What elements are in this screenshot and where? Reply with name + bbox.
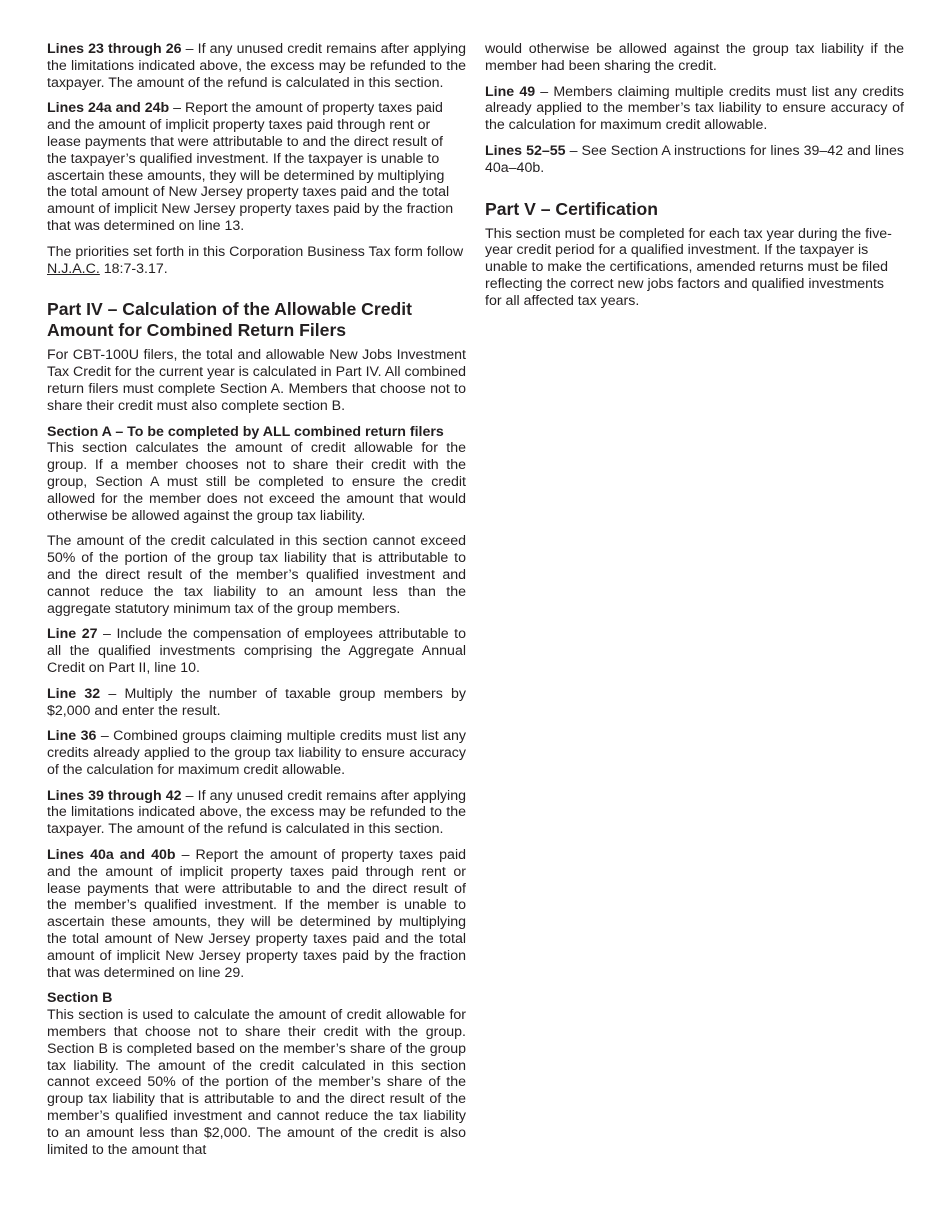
paragraph-lines-39-42 [47,788,466,838]
line-ref: Line 36 [47,728,97,745]
paragraph-text: – Include the compensation of employees attributable to all the qualified investments comprising the Aggregate Annual Credit on Part II, line 10. [47,626,467,676]
paragraph-line-36 [47,728,466,778]
paragraph-text: – Members claiming multiple credits must list any credits already applied to the member’s tax liability to ensure accuracy of the calculation for maximum credit allowable. [485,83,905,134]
paragraph-lines-52-55 [485,143,904,177]
paragraph-line-49 [485,84,904,134]
part-iv-heading: Part IV – Calculation of the Allowable Credit Amount for Combined Return Filers [47,299,412,341]
line-ref: Line 49 [485,83,536,100]
paragraph-text: This section is used to calculate the amount of credit allowable for members that choose not to share their credit with the group. Section B is completed based on the member’s share of the group tax liability. The amount of the credit calculated in this section cannot exceed 50% of the portion of the member’s share of the group tax liability that is attributable to and the direct result of the member’s qualified investment and cannot reduce the tax liability to an amount less than $2,000. The amount of the credit is also limited to the amount that [47,1007,466,1158]
paragraph-credit-limit: The amount of the credit calculated in this section cannot exceed 50% of the portion of the group tax liability that is attributable to and the direct result of the member’s qualified investment and cannot reduce the tax liability to an amount less than the aggregate statutory minimum tax of the group members. [47,533,466,617]
paragraph-certification: This section must be completed for each tax year during the five-year credit period for a qualified investment. If the taxpayer is unable to make the certifications, amended returns must be filed reflecting the correct new jobs factors and qualified investments for all affected tax years. [485,225,892,309]
paragraph-text: – See Section A instructions for lines 39–42 and lines 40a–40b. [485,142,905,176]
paragraph-lines-24a-24b [47,100,466,234]
line-ref: Lines 40a and 40b [47,847,176,864]
right-column [485,41,904,319]
paragraph-continuation: would otherwise be allowed against the group tax liability if the member had been sharing the credit. [485,41,904,74]
part-v-heading: Part V – Certification [485,198,659,219]
paragraph-text: – Combined groups claiming multiple credits must list any credits already applied to the group tax liability to ensure accuracy of the calculation for maximum credit allowable. [47,728,466,778]
paragraph-line-27 [47,626,466,676]
paragraph-text: – Report the amount of property taxes paid and the amount of implicit property taxes paid through rent or lease payments that were attributable to and the direct result of the taxpayer’s qualified investment. If the taxpayer is unable to ascertain these amounts, they will be determined by multiplying the total amount of New Jersey property taxes paid and the total amount of implicit New Jersey property taxes paid by the fraction that was determined on line 13. [47,100,454,234]
section-b [47,990,466,1158]
line-ref: Lines 23 through 26 [47,41,182,57]
paragraph-text: This section calculates the amount of credit allowable for the group. If a member chooses not to share their credit with the group, Section A must still be completed to ensure the credit allowed for the member does not exceed the amount that would otherwise be allowed against the group tax liability. [47,440,466,524]
paragraph-text: – Multiply the number of taxable group members by $2,000 and enter the result. [47,685,466,719]
paragraph-line-32 [47,686,466,720]
line-ref: Line 27 [47,626,98,643]
line-ref: Lines 52–55 [485,142,566,159]
paragraph-text: – If any unused credit remains after applying the limitations indicated above, the excess may be refunded to the taxpayer. The amount of the refund is calculated in this section. [47,787,466,838]
paragraph-text: 18:7-3.17. [99,260,168,277]
section-b-title: Section B [47,990,113,1007]
njac-reference: N.J.A.C. [47,260,100,277]
paragraph-part-iv-intro: For CBT-100U filers, the total and allowable New Jobs Investment Tax Credit for the current year is calculated in Part IV. All combined return filers must complete Section A. Members that choose not to share their credit must also complete section B. [47,347,466,414]
paragraph-lines-23-26 [47,41,466,91]
section-a [47,424,466,525]
section-a-title: Section A – To be completed by ALL combined return filers [47,423,444,440]
paragraph-lines-40a-40b [47,847,466,981]
paragraph-text: – If any unused credit remains after applying the limitations indicated above, the excess may be refunded to the taxpayer. The amount of the refund is calculated in this section. [47,41,466,91]
line-ref: Lines 24a and 24b [47,100,170,117]
paragraph-text: The priorities set forth in this Corporation Business Tax form follow [47,243,464,260]
left-column [47,41,466,1167]
line-ref: Lines 39 through 42 [47,787,182,804]
paragraph-priorities [47,244,466,278]
paragraph-text: – Report the amount of property taxes paid and the amount of implicit property taxes paid through rent or lease payments that were attributable to and the direct result of the member’s qualified investment. If the member is unable to ascertain these amounts, they will be determined by multiplying the total amount of New Jersey property taxes paid and the total amount of implicit New Jersey property taxes paid by the fraction that was determined on line 29. [47,847,466,981]
line-ref: Line 32 [47,685,101,702]
